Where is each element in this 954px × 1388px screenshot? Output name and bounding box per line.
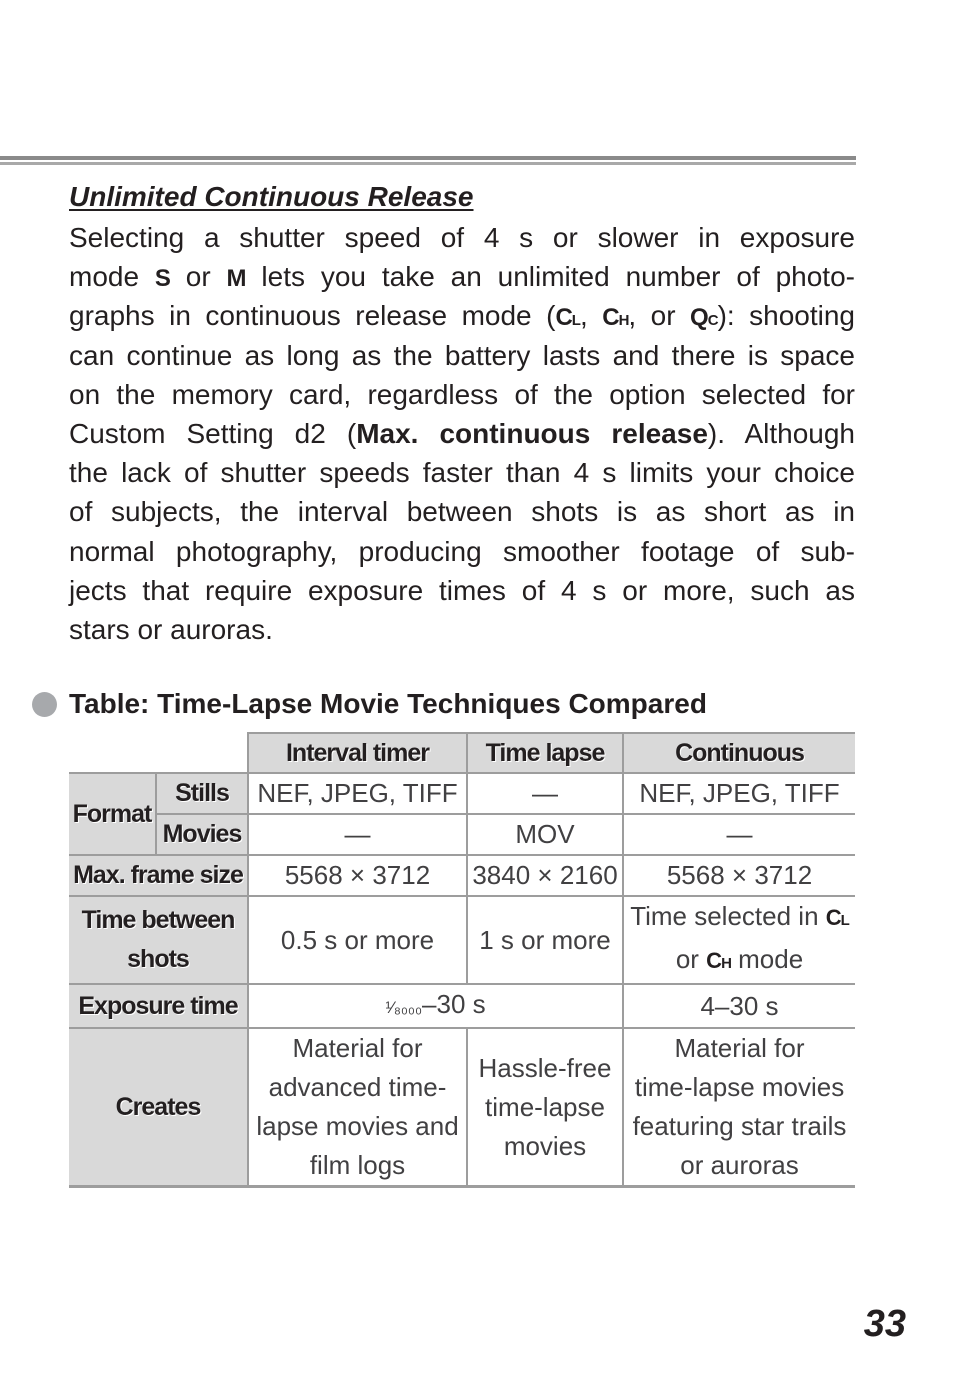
table-row-time-between	[69, 896, 855, 984]
cell-creates-interval: Material for advanced time- lapse movies and film logs	[248, 1028, 467, 1187]
col-header-interval-timer: Interval timer	[248, 733, 467, 773]
body-line: jects that require exposure times of 4 s or more, such as	[69, 574, 855, 606]
top-rule	[0, 156, 856, 165]
cell-creates-continuous: Material for time-lapse movies featuring star trails or auroras	[623, 1028, 855, 1187]
menu-option-name: Max. continuous release	[356, 417, 708, 449]
cell-frame-interval: 5568 × 3712	[248, 855, 467, 896]
mode-cl-symbol: CL	[555, 304, 580, 332]
cell-creates-lapse: Hassle-free time-lapse movies	[467, 1028, 623, 1187]
col-header-time-lapse: Time lapse	[467, 733, 623, 773]
cell-time-interval: 0.5 s or more	[248, 896, 467, 984]
bullet-icon	[32, 692, 57, 717]
body-line: of subjects, the interval between shots is as short as in	[69, 496, 855, 528]
body-line: Custom Setting d2 (Max. continuous release). Although	[69, 417, 856, 449]
table-row-creates	[69, 1028, 855, 1187]
row-header-frame-size: Max. frame size	[69, 855, 248, 896]
cell-time-continuous: Time selected in CL or CH mode	[623, 896, 855, 984]
table-caption	[32, 688, 707, 720]
row-header-exposure: Exposure time	[69, 984, 248, 1028]
cell-movies-continuous: —	[623, 814, 855, 855]
body-line: mode S or M lets you take an unlimited number of photo-	[69, 261, 855, 293]
cell-stills-continuous: NEF, JPEG, TIFF	[623, 773, 855, 814]
mode-m-symbol: M	[226, 265, 246, 293]
mode-qc-symbol: QC	[690, 304, 718, 332]
cell-stills-lapse: —	[467, 773, 623, 814]
cell-frame-continuous: 5568 × 3712	[623, 855, 855, 896]
mode-cl-symbol: CL	[825, 905, 849, 930]
table-row-stills	[69, 773, 855, 814]
body-line: on the memory card, regardless of the option selected for	[69, 378, 855, 410]
cell-exposure-continuous: 4–30 s	[623, 984, 855, 1028]
section-heading: Unlimited Continuous Release	[69, 181, 474, 212]
table-header-row	[69, 733, 855, 773]
table-row-exposure	[69, 984, 855, 1028]
body-line: Selecting a shutter speed of 4 s or slower in exposure	[69, 222, 855, 253]
body-paragraph	[69, 218, 855, 649]
body-line: can continue as long as the battery lasts and there is space	[69, 339, 855, 371]
cell-movies-lapse: MOV	[467, 814, 623, 855]
cell-frame-lapse: 3840 × 2160	[467, 855, 623, 896]
cell-stills-interval: NEF, JPEG, TIFF	[248, 773, 467, 814]
table-corner	[69, 733, 248, 773]
table-caption-text: Table: Time-Lapse Movie Techniques Compared	[69, 688, 707, 719]
row-header-movies: Movies	[156, 814, 248, 855]
col-header-continuous: Continuous	[623, 733, 855, 773]
body-line: graphs in continuous release mode (CL, CH, or QC): shooting	[69, 300, 856, 332]
cell-time-lapse: 1 s or more	[467, 896, 623, 984]
mode-ch-symbol: CH	[602, 304, 629, 332]
body-line: the lack of shutter speeds faster than 4 s limits your choice	[69, 457, 855, 489]
comparison-table	[69, 732, 855, 1188]
table-row-movies	[69, 814, 855, 855]
table-row-frame-size	[69, 855, 855, 896]
row-header-stills: Stills	[156, 773, 248, 814]
row-header-creates: Creates	[69, 1028, 248, 1187]
body-line: normal photography, producing smoother footage of sub-	[69, 535, 855, 567]
cell-exposure-range: ¹⁄₈₀₀₀–30 s	[248, 984, 623, 1028]
mode-s-symbol: S	[154, 265, 170, 293]
body-line: stars or auroras.	[69, 613, 273, 645]
page-number: 33	[863, 1303, 906, 1345]
row-header-format: Format	[69, 773, 156, 855]
cell-movies-interval: —	[248, 814, 467, 855]
row-header-time-between: Time between shots	[69, 896, 248, 984]
mode-ch-symbol: CH	[706, 948, 731, 973]
